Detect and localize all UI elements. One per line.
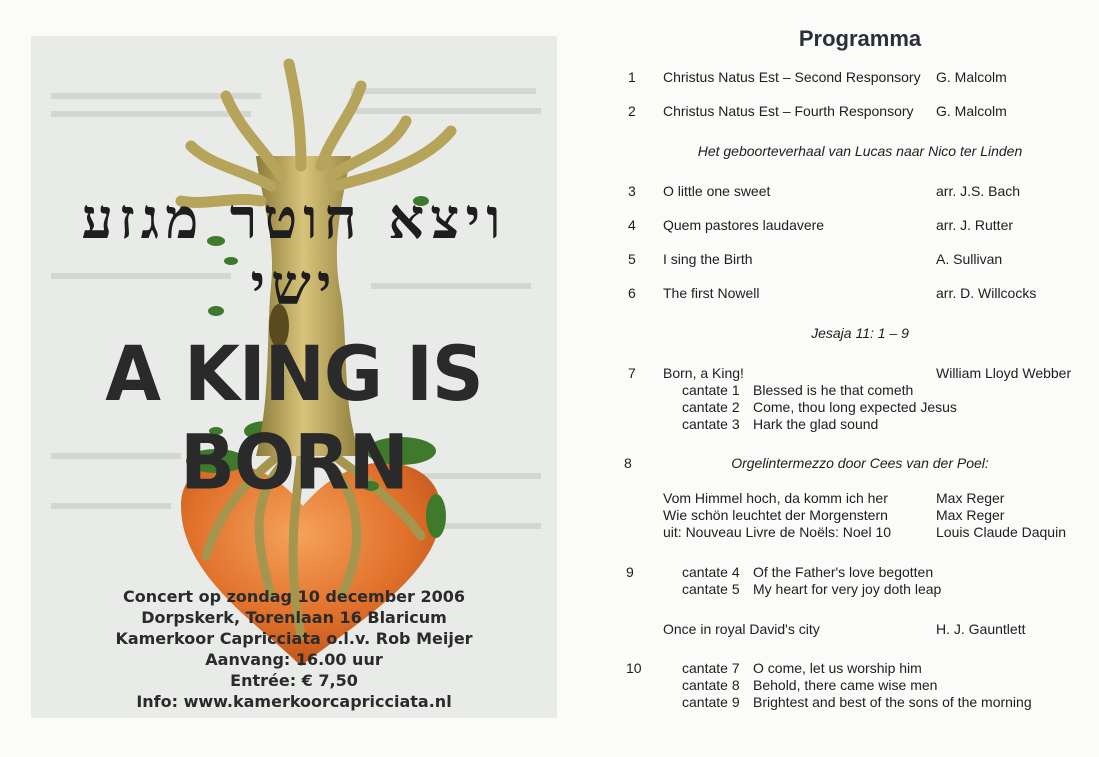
cantate-title: Of the Father's love begotten — [753, 564, 934, 580]
item-composer: William Lloyd Webber — [936, 365, 1072, 381]
info-line-price: Entrée: € 7,50 — [230, 671, 358, 690]
cantate-label: cantate 4 — [682, 564, 740, 580]
cantate-label: cantate 5 — [682, 581, 740, 597]
cantate-label: cantate 8 — [682, 677, 740, 693]
item-title: I sing the Birth — [663, 251, 753, 267]
info-line-choir: Kamerkoor Capricciata o.l.v. Rob Meijer — [115, 629, 473, 648]
info-line-website: Info: www.kamerkoorcapricciata.nl — [136, 692, 452, 711]
item-title: Christus Natus Est – Second Responsory — [663, 69, 921, 85]
item-number: 8 — [624, 455, 632, 471]
organ-interlude-heading: Orgelintermezzo door Cees van der Poel: — [731, 455, 989, 471]
cantate-title: Blessed is he that cometh — [753, 382, 914, 398]
item-number: 9 — [626, 564, 634, 580]
item-title: Quem pastores laudavere — [663, 217, 825, 233]
item-composer: arr. J. Rutter — [936, 217, 1014, 233]
item-number: 6 — [628, 285, 636, 301]
item-number: 2 — [628, 103, 636, 119]
organ-piece-title: Vom Himmel hoch, da komm ich her — [663, 490, 888, 506]
item-number: 7 — [628, 365, 636, 381]
cantate-label: cantate 7 — [682, 660, 740, 676]
item-title: The first Nowell — [663, 285, 760, 301]
organ-piece-composer: Max Reger — [936, 490, 1005, 506]
item-number: 4 — [628, 217, 636, 233]
item-composer: G. Malcolm — [936, 103, 1007, 119]
organ-piece-title: Wie schön leuchtet der Morgenstern — [663, 507, 888, 523]
item-number: 5 — [628, 251, 636, 267]
info-line-venue: Dorpskerk, Torenlaan 16 Blaricum — [141, 608, 447, 627]
item-composer: H. J. Gauntlett — [936, 621, 1026, 637]
cantate-label: cantate 3 — [682, 416, 740, 432]
item-title: Born, a King! — [663, 365, 744, 381]
organ-piece-composer: Max Reger — [936, 507, 1005, 523]
cantate-label: cantate 2 — [682, 399, 740, 415]
item-composer: A. Sullivan — [936, 251, 1003, 267]
reading-lucas: Het geboorteverhaal van Lucas naar Nico ter Linden — [697, 143, 1023, 159]
item-number: 10 — [626, 660, 642, 676]
item-composer: arr. D. Willcocks — [936, 285, 1037, 301]
cantate-title: My heart for very joy doth leap — [753, 581, 942, 597]
cantate-title: Come, thou long expected Jesus — [753, 399, 957, 415]
cantate-label: cantate 1 — [682, 382, 740, 398]
item-composer: G. Malcolm — [936, 69, 1007, 85]
reading-jesaja: Jesaja 11: 1 – 9 — [811, 325, 909, 341]
item-title: Christus Natus Est – Fourth Responsory — [663, 103, 914, 119]
item-number: 3 — [628, 183, 636, 199]
organ-piece-title: uit: Nouveau Livre de Noëls: Noel 10 — [663, 524, 892, 540]
organ-piece-composer: Louis Claude Daquin — [936, 524, 1066, 540]
item-composer: arr. J.S. Bach — [936, 183, 1021, 199]
info-line-date: Concert op zondag 10 december 2006 — [123, 587, 465, 606]
item-title: O little one sweet — [663, 183, 771, 199]
info-line-start: Aanvang: 16.00 uur — [205, 650, 383, 669]
cantate-title: O come, let us worship him — [753, 660, 922, 676]
poster-title: A KING IS BORN — [105, 329, 483, 507]
item-number: 1 — [628, 69, 636, 85]
programme-title: Programma — [798, 26, 922, 51]
hebrew-verse: ויצא חוטר מגזע ישי — [81, 186, 507, 318]
cantate-title: Hark the glad sound — [753, 416, 879, 432]
item-title: Once in royal David's city — [663, 621, 820, 637]
cantate-label: cantate 9 — [682, 694, 740, 710]
cantate-title: Brightest and best of the sons of the morning — [753, 694, 1032, 710]
cantate-title: Behold, there came wise men — [753, 677, 938, 693]
